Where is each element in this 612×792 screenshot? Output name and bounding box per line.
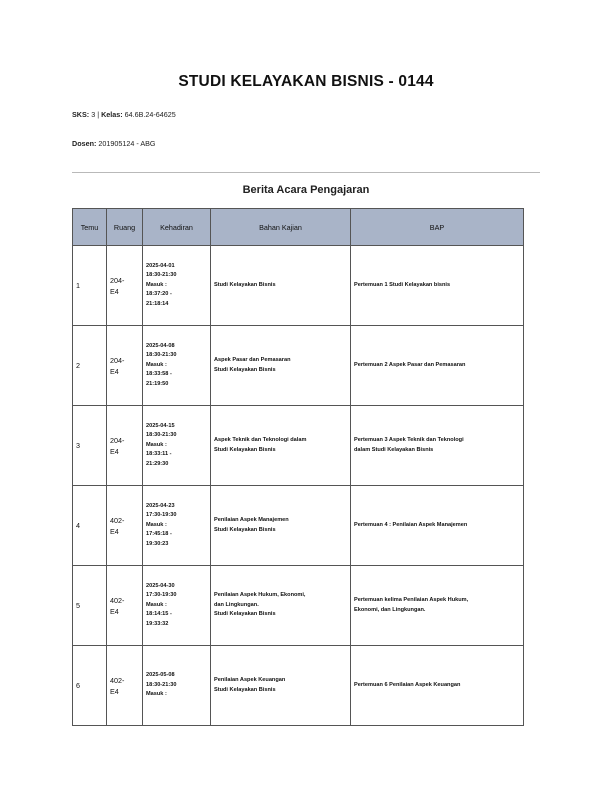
dosen-label: Dosen: — [72, 139, 97, 148]
cell-bahan-kajian: Aspek Teknik dan Teknologi dalam Studi Kelayakan Bisnis — [211, 406, 351, 486]
cell-kehadiran — [143, 326, 211, 406]
cell-kehadiran — [143, 566, 211, 646]
kehadiran-line: Masuk : — [146, 601, 167, 608]
divider — [72, 172, 540, 173]
cell-ruang: 402- E4 — [107, 646, 143, 726]
cell-kehadiran — [143, 406, 211, 486]
kehadiran-line: 18:30-21:30 — [146, 272, 177, 279]
cell-bahan-kajian: Penilaian Aspek Keuangan Studi Kelayakan Bisnis — [211, 646, 351, 726]
kehadiran-line: 18:30-21:30 — [146, 681, 177, 688]
kelas-value: 64.6B.24-64625 — [124, 110, 176, 119]
lecturer-info — [72, 139, 156, 148]
cell-kehadiran — [143, 646, 211, 726]
table-row — [73, 246, 524, 326]
header-kehadiran: Kehadiran — [143, 209, 211, 246]
kelas-label: Kelas: — [101, 110, 123, 119]
header-bahan-kajian: Bahan Kajian — [211, 209, 351, 246]
kehadiran-line: Masuk : — [146, 361, 167, 368]
kehadiran-line: 18:30-21:30 — [146, 432, 177, 439]
kehadiran-line: 2025-04-23 — [146, 502, 175, 509]
cell-bap: Pertemuan kelima Penilaian Aspek Hukum, Ekonomi, dan Lingkungan. — [351, 566, 524, 646]
table-row — [73, 486, 524, 566]
kehadiran-line: 2025-04-08 — [146, 342, 175, 349]
kehadiran-line: 19:33:32 — [146, 620, 169, 627]
cell-ruang: 402- E4 — [107, 486, 143, 566]
cell-ruang: 204- E4 — [107, 326, 143, 406]
sks-label: SKS: — [72, 110, 90, 119]
cell-temu: 4 — [73, 486, 107, 566]
cell-temu: 5 — [73, 566, 107, 646]
header-bap: BAP — [351, 209, 524, 246]
cell-bahan-kajian: Penilaian Aspek Hukum, Ekonomi, dan Lingkungan. Studi Kelayakan Bisnis — [211, 566, 351, 646]
cell-bahan-kajian: Penilaian Aspek Manajemen Studi Kelayakan Bisnis — [211, 486, 351, 566]
kehadiran-line: Masuk : — [146, 521, 167, 528]
kehadiran-line: 18:30-21:30 — [146, 352, 177, 359]
kehadiran-line: 17:30-19:30 — [146, 592, 177, 599]
bap-table — [72, 208, 524, 726]
sks-value: 3 — [91, 110, 96, 119]
kehadiran-line: Masuk : — [146, 441, 167, 448]
kehadiran-line: 21:29:30 — [146, 460, 169, 467]
kehadiran-line: 21:18:14 — [146, 300, 169, 307]
table-header-row — [73, 209, 524, 246]
kehadiran-line: 21:19:50 — [146, 380, 169, 387]
kehadiran-line: Masuk : — [146, 281, 167, 288]
kehadiran-line: 2025-04-30 — [146, 582, 175, 589]
cell-bap: Pertemuan 6 Penilaian Aspek Keuangan — [351, 646, 524, 726]
cell-temu: 1 — [73, 246, 107, 326]
cell-temu: 6 — [73, 646, 107, 726]
dosen-value: 201905124 - ABG — [98, 139, 156, 148]
cell-ruang: 402- E4 — [107, 566, 143, 646]
cell-bap: Pertemuan 3 Aspek Teknik dan Teknologi dalam Studi Kelayakan Bisnis — [351, 406, 524, 486]
kehadiran-line: 2025-04-01 — [146, 262, 175, 269]
kehadiran-line: Masuk : — [146, 691, 167, 698]
kehadiran-line: 18:37:20 - — [146, 291, 172, 298]
section-title: Berita Acara Pengajaran — [242, 184, 370, 196]
kehadiran-line: 19:30:23 — [146, 540, 169, 547]
kehadiran-line: 17:30-19:30 — [146, 512, 177, 519]
table-row — [73, 566, 524, 646]
separator: | — [97, 110, 100, 119]
cell-temu: 2 — [73, 326, 107, 406]
cell-bahan-kajian: Aspek Pasar dan Pemasaran Studi Kelayakan Bisnis — [211, 326, 351, 406]
cell-ruang: 204- E4 — [107, 406, 143, 486]
kehadiran-line: 17:45:18 - — [146, 531, 172, 538]
kehadiran-line: 18:33:58 - — [146, 371, 172, 378]
header-temu: Temu — [73, 209, 107, 246]
cell-bap: Pertemuan 4 : Penilaian Aspek Manajemen — [351, 486, 524, 566]
cell-kehadiran — [143, 246, 211, 326]
page-title: STUDI KELAYAKAN BISNIS - 0144 — [178, 73, 434, 90]
table-row — [73, 646, 524, 726]
cell-kehadiran — [143, 486, 211, 566]
cell-ruang: 204- E4 — [107, 246, 143, 326]
cell-bap: Pertemuan 2 Aspek Pasar dan Pemasaran — [351, 326, 524, 406]
kehadiran-line: 2025-05-08 — [146, 672, 175, 679]
table-row — [73, 326, 524, 406]
header-ruang: Ruang — [107, 209, 143, 246]
cell-bahan-kajian: Studi Kelayakan Bisnis — [211, 246, 351, 326]
table-row — [73, 406, 524, 486]
cell-temu: 3 — [73, 406, 107, 486]
kehadiran-line: 18:14:15 - — [146, 611, 172, 618]
kehadiran-line: 2025-04-15 — [146, 422, 175, 429]
course-info — [72, 110, 176, 119]
cell-bap: Pertemuan 1 Studi Kelayakan bisnis — [351, 246, 524, 326]
kehadiran-line: 18:33:11 - — [146, 451, 172, 458]
